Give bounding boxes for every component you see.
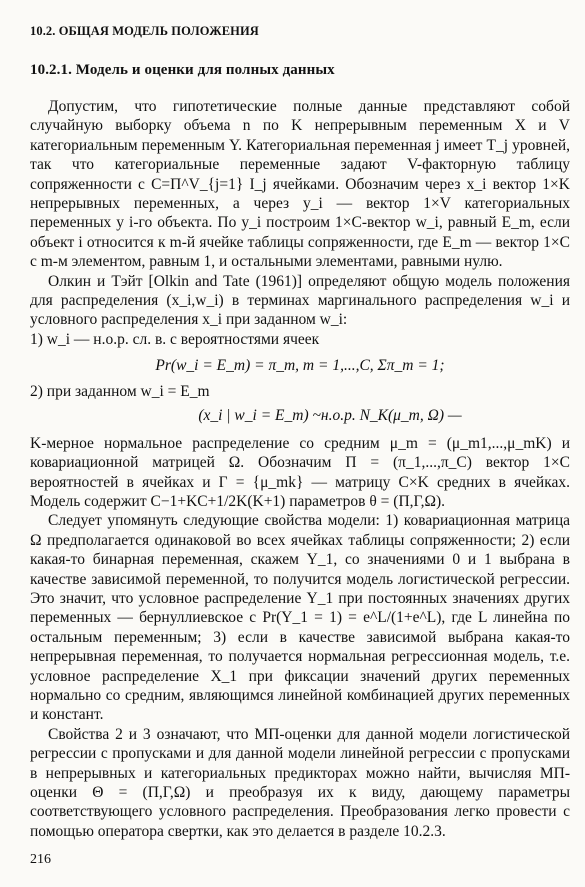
paragraph-4: Следует упомянуть следующие свойства модели: 1) ковариационная матрица Ω предполагается одинаковой во всех ячейках таблицы сопряженности; 2) если какая-то бинарная переменная, скажем Y_1, со значениями 0 и 1 выбрана в качестве зависимой переменной, то получится модель логистической регрессии. Это значит, что условное распределение Y_1 при постоянных значениях других переменных — бернуллиевское с Pr(Y_1 = 1) = e^L/(1+e^L), где L линейна по остальным переменным; 3) если в качестве зависимой выбрана какая-то непрерывная переменная, то получается нормальная регрессионная модель, т.е. условное распределение X_1 при фиксации значений других переменных нормально со средним, являющимся линейной комбинацией других переменных и констант. [30,512,570,724]
paragraph-5: Свойства 2 и 3 означают, что МП-оценки для данной модели логистической регрессии с пропусками и для данной модели линейной регрессии с пропусками в непрерывных и категориальных предикторах можно найти, вычисляя МП-оценки Θ = (Π,Γ,Ω) и преобразуя их к виду, дающему параметры соответствующего условного распределения. Преобразования легко провести с помощью оператора свертки, как это делается в разделе 10.2.3. [30,725,570,840]
body-text [30,97,570,841]
formula-conditional-normal: (x_i | w_i = E_m) ~н.о.р. N_K(μ_m, Ω) — [198,406,462,424]
list-item-2: 2) при заданном w_i = E_m [30,383,210,401]
formula-cell-probabilities: Pr(w_i = E_m) = π_m, m = 1,...,C, Σπ_m = 1; [155,357,445,375]
list-item-1: 1) w_i — н.о.р. сл. в. с вероятностями ячеек [30,330,320,348]
paragraph-2: Олкин и Тэйт [Olkin and Tate (1961)] определяют общую модель положения для распределения (x_i,w_i) в терминах маргинального распределения w_i и условного распределения x_i при заданном w_i: [30,272,570,329]
paragraph-3: K-мерное нормальное распределение со средним μ_m = (μ_m1,...,μ_mK) и ковариационной матрицей Ω. Обозначим Π = (π_1,...,π_C) вектор 1×C вероятностей в ячейках и Γ = {μ_mk} — матрицу C×K средних в ячейках. Модель содержит C−1+KC+1/2K(K+1) параметров θ = (Π,Γ,Ω). [30,434,570,510]
paragraph-1: Допустим, что гипотетические полные данные представляют собой случайную выборку объема n по K непрерывным переменным X и V категориальным переменным Y. Категориальная переменная j имеет T_j уровней, так что категориальные переменные задают V-факторную таблицу сопряженности с C=Π^V_{j=1} I_j ячейками. Обозначим через x_i вектор 1×K непрерывных переменных, а через y_i — вектор 1×V категориальных переменных у i-го объекта. По y_i построим 1×C-вектор w_i, равный E_m, если объект i относится к m-й ячейке таблицы сопряженности, где E_m — вектор 1×C с m-м элементом, равным 1, и остальными элементами, равными нулю. [30,98,570,271]
section-heading: 10.2.1. Модель и оценки для полных данных [30,62,335,78]
running-head: 10.2. ОБЩАЯ МОДЕЛЬ ПОЛОЖЕНИЯ [30,24,259,38]
page-number: 216 [30,852,51,867]
